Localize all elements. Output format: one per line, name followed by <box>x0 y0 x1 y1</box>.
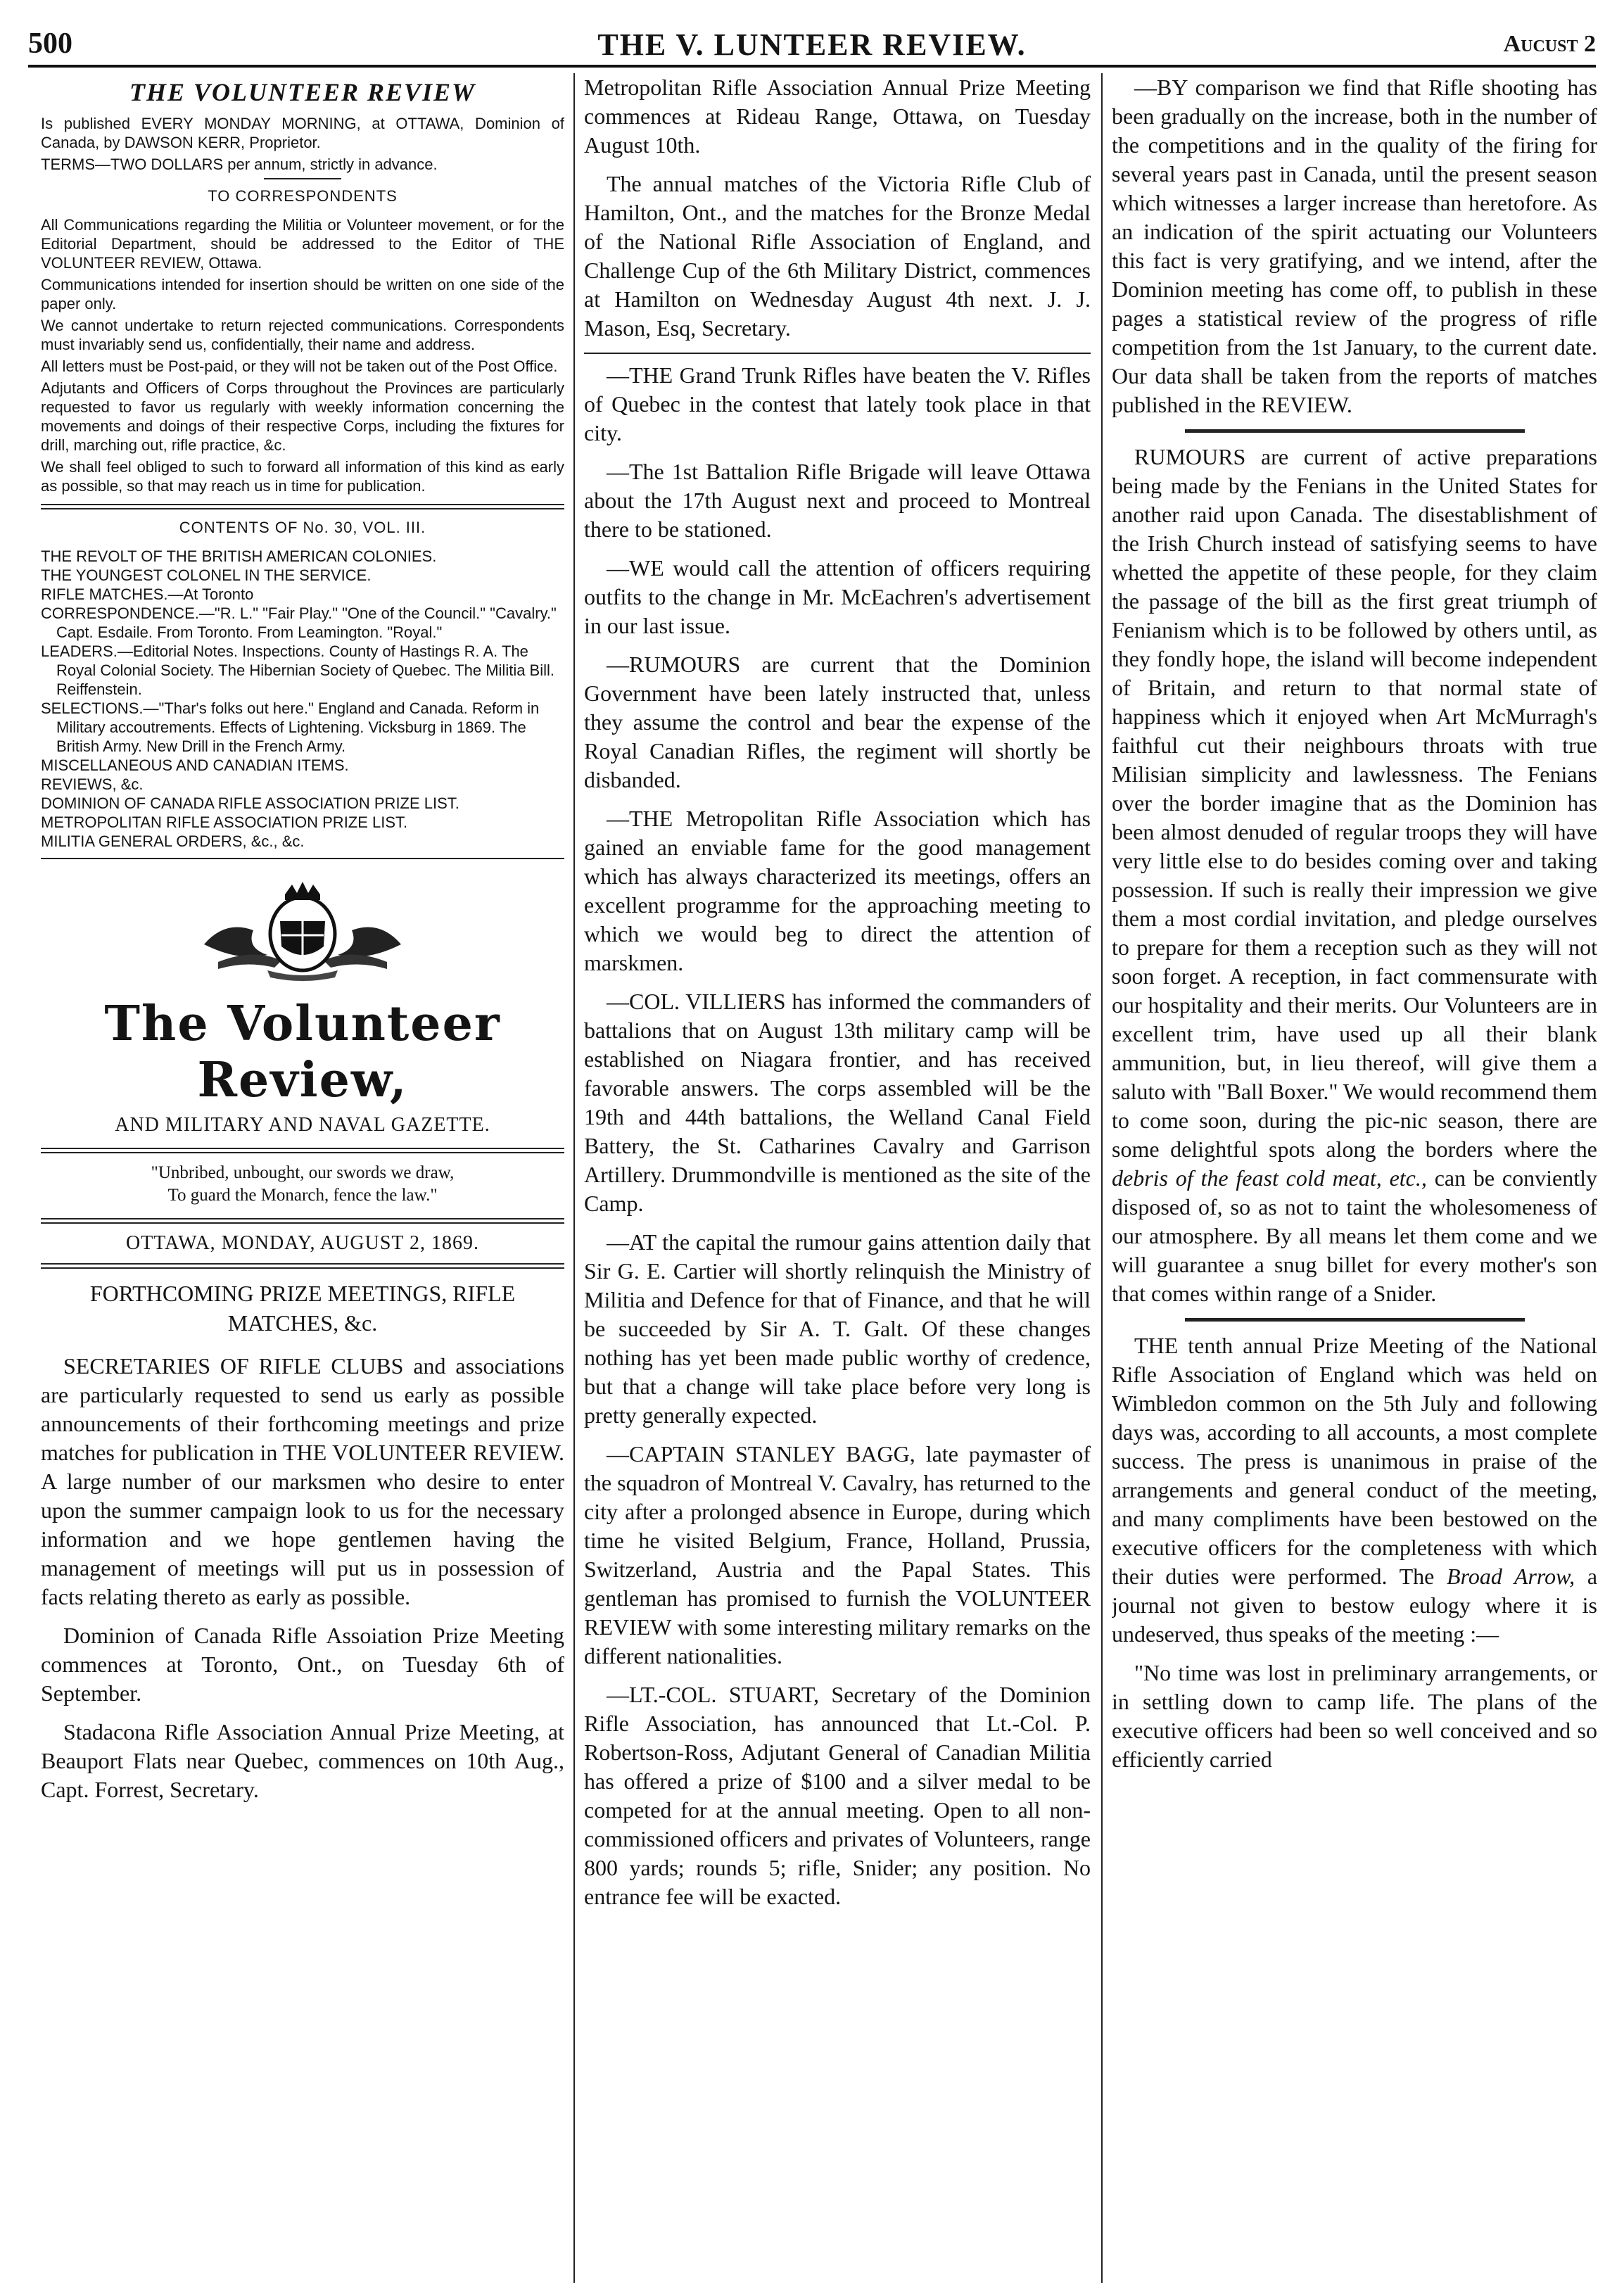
column-divider <box>1101 73 1103 2283</box>
correspondents-paragraph: All Communications regarding the Militia or Volunteer movement, or for the Editorial Department, should be addressed to the Editor of THE VOLUNTEER REVIEW, Ottawa. <box>41 216 564 272</box>
page-number: 500 <box>28 27 72 60</box>
rule <box>584 353 1091 354</box>
contents-item: SELECTIONS.—"Thar's folks out here." England and Canada. Reform in Military accoutrements. Effects of Lightening. Vicksburg in 1869. The British Army. New Drill in the French Army. <box>41 699 540 755</box>
text-run: RUMOURS are current of active preparations being made by the Fenians in the United States for another raid upon Canada. The disestablishment of the Irish Church instead of satisfying seems to have whetted the appetite of these people, for they claim the passage of the bill as the first great triumph of Fenianism which is to be followed by others until, as they fondly hope, the island will become independent of Britain, and return to that normal state of happiness which it enjoyed when Art McMurragh's faithful cut their neighbours throats with true Milisian simplicity and lawlessness. The Fenians over the border imagine that as the Dominion has been almost denuded of regular troops they will have very little else to do besides coming over and taking possession. If such is really their impression we give them a most cordial invitation, and pledge ourselves to prepare for them a reception such as they will not soon forget. A reception, in fact commensurate with our hospitality and their merits. Our Volunteers are in excellent trim, have used up all their blank ammunition, but, in lieu thereof, will give them a saluto with "Ball Boxer." We would recommend them to come soon, during the pic-nic season, there are some delightful spots along the borders where the <box>1112 444 1597 1162</box>
news-item <box>1112 443 1597 1308</box>
news-item: —CAPTAIN STANLEY BAGG, late paymaster of the squadron of Montreal V. Cavalry, has returned to the city after a prolonged absence in Europe, during which time he visited Belgium, France, Holland, Prussia, Switzerland, Austria and the Papal States. This gentleman has promised to furnish the VOLUNTEER REVIEW with some interesting military remarks on the different nationalities. <box>584 1441 1091 1668</box>
running-date: Aucust 2 <box>1503 31 1596 57</box>
royal-arms-emblem-icon <box>197 878 408 983</box>
italic-phrase: Broad Arrow, <box>1447 1564 1575 1589</box>
article-paragraph: The annual matches of the Victoria Rifle Club of Hamilton, Ont., and the matches for the Bronze Medal of the National Rifle Association of England, and Challenge Cup of the 6th Military District, commences at Hamilton on Wednesday August 4th next. J. J. Mason, Esq, Secretary. <box>584 171 1091 341</box>
contents-item: MILITIA GENERAL ORDERS, &c., &c. <box>41 832 305 850</box>
contents-item: DOMINION OF CANADA RIFLE ASSOCIATION PRIZE LIST. <box>41 794 459 812</box>
correspondents-paragraph: We cannot undertake to return rejected communications. Correspondents must invariably send us, confidentially, their name and address. <box>41 317 564 353</box>
news-item: —COL. VILLIERS has informed the commanders of battalions that on August 13th military camp will be established on Niagara frontier, and has received favorable answers. The corps assembled will be the 19th and 44th battalions, the Welland Canal Field Battery, the St. Catharines Cavalry and Garrison Artillery. Drummondville is mentioned as the site of the Camp. <box>584 989 1091 1216</box>
heading-line: MATCHES, &c. <box>227 1310 378 1336</box>
contents-heading: CONTENTS OF No. 30, VOL. III. <box>179 519 426 536</box>
news-item: —LT.-COL. STUART, Secretary of the Dominion Rifle Association, has announced that Lt.-Col. P. Robertson-Ross, Adjutant General of Canadian Militia has offered a prize of $100 and a silver medal to be competed for at the annual meeting. Open to all non-commissioned officers and privates of Volunteers, range 800 yards; rounds 5; rifle, Snider; any position. No entrance fee will be exacted. <box>584 1682 1091 1909</box>
italic-phrase: debris of the feast cold meat, etc., <box>1112 1165 1427 1191</box>
news-item: —THE Grand Trunk Rifles have beaten the V. Rifles of Quebec in the contest that lately took place in that city. <box>584 362 1091 445</box>
text-run: a journal not given to bestow eulogy where it is undeserved, thus speaks of the meeting :— <box>1112 1564 1597 1647</box>
contents-item: RIFLE MATCHES.—At Toronto <box>41 585 254 603</box>
correspondents-heading: TO CORRESPONDENTS <box>208 187 398 205</box>
publish-notice: Is published EVERY MONDAY MORNING, at OTTAWA, Dominion of Canada, by DAWSON KERR, Proprietor. <box>41 115 564 151</box>
text-run: THE tenth annual Prize Meeting of the National Rifle Association of England which was held on Wimbledon common on the 5th July and following days was, according to all accounts, a most complete success. The press is unanimous in praise of the arrangements and general conduct of the meeting, and many compliments have been bestowed on the executive officers for the completeness with which their duties were performed. The <box>1112 1333 1597 1589</box>
news-item: —AT the capital the rumour gains attention daily that Sir G. E. Cartier will shortly relinquish the Ministry of Militia and Defence for that of Finance, and that he will be succeeded by Sir A. T. Galt. Of these changes nothing has yet been made public worthy of credence, but that a change will take place before very long is pretty generally expected. <box>584 1229 1091 1428</box>
page-header <box>0 0 1624 65</box>
nameplate-subtitle: AND MILITARY AND NAVAL GAZETTE. <box>115 1114 490 1136</box>
double-rule <box>41 504 564 509</box>
news-item: —BY comparison we find that Rifle shooting has been gradually on the increase, both in the number of the competitions and in the quality of the firing for several years past in Canada, until the present season which witnesses a larger increase than heretofore. As an indication of the spirit actuating our Volunteers this fact is very gratifying, and we intend, after the Dominion meeting has come off, to publish in these pages a statistical review of the progress of rifle competition from the 1st January, to the current date. Our data shall be taken from the reports of matches published in the REVIEW. <box>1112 75 1597 417</box>
masthead-title: THE VOLUNTEER REVIEW <box>129 78 476 106</box>
article-heading <box>41 1279 564 1338</box>
nameplate-title: The Volunteer Review, <box>104 996 501 1108</box>
double-rule <box>41 1148 564 1153</box>
news-item: —THE Metropolitan Rifle Association which has gained an enviable fame for the good management which has always characterized its meetings, offers an excellent programme for the approaching meeting to which we would beg to direct the attention of marskmen. <box>584 806 1091 975</box>
contents-item: METROPOLITAN RIFLE ASSOCIATION PRIZE LIST. <box>41 813 408 831</box>
header-rule <box>28 65 1596 68</box>
rule <box>41 858 564 859</box>
thick-rule <box>1185 429 1525 433</box>
motto-line: "Unbribed, unbought, our swords we draw, <box>151 1163 455 1182</box>
nameplate-motto <box>41 1162 564 1207</box>
news-item: "No time was lost in preliminary arrangements, or in settling down to camp life. The plans of the executive officers had been so well conceived and so efficiently carried <box>1112 1660 1597 1772</box>
article-paragraph: Metropolitan Rifle Association Annual Prize Meeting commences at Rideau Range, Ottawa, on Tuesday August 10th. <box>584 75 1091 158</box>
correspondents-paragraph: Communications intended for insertion should be written on one side of the paper only. <box>41 276 564 312</box>
correspondents-paragraph: All letters must be Post-paid, or they will not be taken out of the Post Office. <box>41 357 558 375</box>
terms-notice: TERMS—TWO DOLLARS per annum, strictly in advance. <box>41 156 438 173</box>
news-item: —RUMOURS are current that the Dominion Government have been lately instructed that, unless they assume the control and bear the expense of the Royal Canadian Rifles, the regiment will shortly be disbanded. <box>584 652 1091 792</box>
article-paragraph: SECRETARIES OF RIFLE CLUBS and associations are particularly requested to send us early as possible announcements of their forthcoming meetings and prize matches for publication in THE VOLUNTEER REVIEW. A large number of our marksmen who desire to enter upon the summer campaign look to us for the necessary information and we hope gentlemen having the management of meetings will put us in possession of facts relating thereto as early as possible. <box>41 1353 564 1609</box>
short-rule <box>264 178 341 179</box>
news-item <box>1112 1331 1597 1649</box>
issue-dateline: OTTAWA, MONDAY, AUGUST 2, 1869. <box>125 1232 480 1254</box>
double-rule <box>41 1263 564 1269</box>
running-title: THE V. LUNTEER REVIEW. <box>597 27 1027 62</box>
thick-rule <box>1185 1318 1525 1322</box>
contents-item: REVIEWS, &c. <box>41 775 144 793</box>
motto-line: To guard the Monarch, fence the law." <box>167 1186 438 1205</box>
contents-item: LEADERS.—Editorial Notes. Inspections. County of Hastings R. A. The Royal Colonial Society. The Hibernian Society of Quebec. The Militia Bill. Reiffenstein. <box>41 642 555 698</box>
heading-line: FORTHCOMING PRIZE MEETINGS, RIFLE <box>89 1281 516 1306</box>
correspondents-paragraph: We shall feel obliged to such to forward all information of this kind as early as possible, so that may reach us in time for publication. <box>41 458 564 495</box>
contents-item: THE REVOLT OF THE BRITISH AMERICAN COLONIES. <box>41 547 437 565</box>
news-item: —The 1st Battalion Rifle Brigade will leave Ottawa about the 17th August next and proceed to Montreal there to be stationed. <box>584 459 1091 542</box>
contents-item: THE YOUNGEST COLONEL IN THE SERVICE. <box>41 566 372 584</box>
news-item: —WE would call the attention of officers requiring outfits to the change in Mr. McEachren's advertisement in our last issue. <box>584 555 1091 638</box>
contents-item: MISCELLANEOUS AND CANADIAN ITEMS. <box>41 756 349 774</box>
correspondents-paragraph: Adjutants and Officers of Corps throughout the Provinces are particularly requested to favor us regularly with weekly information concerning the movements and doings of their respective Corps, including the fixtures for drill, marching out, rifle practice, &c. <box>41 379 564 454</box>
article-paragraph: Dominion of Canada Rifle Assoiation Prize Meeting commences at Toronto, Ont., on Tuesday 6th of September. <box>41 1623 564 1706</box>
contents-item: CORRESPONDENCE.—"R. L." "Fair Play." "One of the Council." "Cavalry." Capt. Esdaile. From Toronto. From Leamington. "Royal." <box>41 604 557 641</box>
text-run: can be conviently disposed of, so as not to taint the wholesomeness of our atmosphere. By all means let them come and we will guarantee a snug billet for every mother's son that comes within range of a Snider. <box>1112 1165 1597 1306</box>
column-two <box>584 73 1091 2283</box>
column-divider <box>573 73 575 2283</box>
column-three <box>1112 73 1597 2283</box>
column-one <box>41 73 564 2283</box>
double-rule <box>41 1218 564 1224</box>
article-paragraph: Stadacona Rifle Association Annual Prize Meeting, at Beauport Flats near Quebec, commences on 10th Aug., Capt. Forrest, Secretary. <box>41 1719 564 1802</box>
